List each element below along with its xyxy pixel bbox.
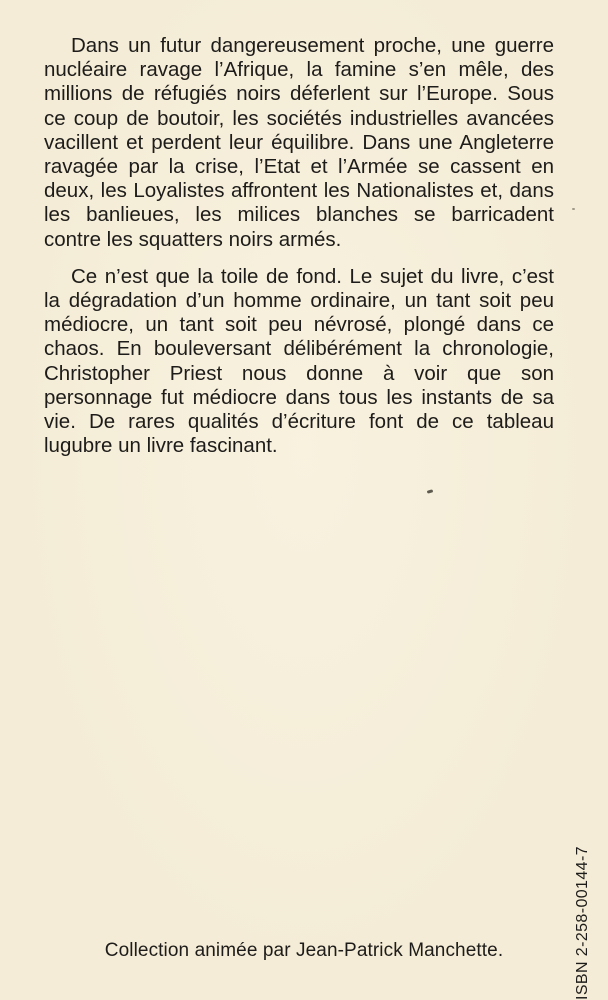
- collection-credit: Collection animée par Jean-Patrick Manchette.: [104, 940, 504, 961]
- blurb-paragraph-2: Ce n’est que la toile de fond. Le sujet du livre, c’est la dégradation d’un homme ordinaire, un tant soit peu médiocre, un tant soit peu névrosé, plongé dans ce chaos. En bouleversant délibérément la chronologie, Christopher Priest nous donne à voir que son personnage fut médiocre dans tous les instants de sa vie. De rares qualités d’écriture font de ce tableau lugubre un livre fascinant.: [44, 264, 554, 458]
- paper-speck: [572, 208, 575, 210]
- isbn-text: ISBN 2-258-00144-7: [574, 846, 591, 1000]
- isbn-label: [566, 846, 600, 1000]
- paper-speck: [427, 489, 434, 493]
- cover-blurb: [44, 34, 554, 471]
- blurb-paragraph-1: Dans un futur dangereusement proche, une guerre nucléaire ravage l’Afrique, la famine s’en mêle, des millions de réfugiés noirs déferlent sur l’Europe. Sous ce coup de boutoir, les sociétés industrielles avancées vacillent et perdent leur équilibre. Dans une Angleterre ravagée par la crise, l’Etat et l’Armée se cassent en deux, les Loyalistes affrontent les Nationalistes et, dans les banlieues, les milices blanches se barricadent contre les squatters noirs armés.: [44, 34, 554, 251]
